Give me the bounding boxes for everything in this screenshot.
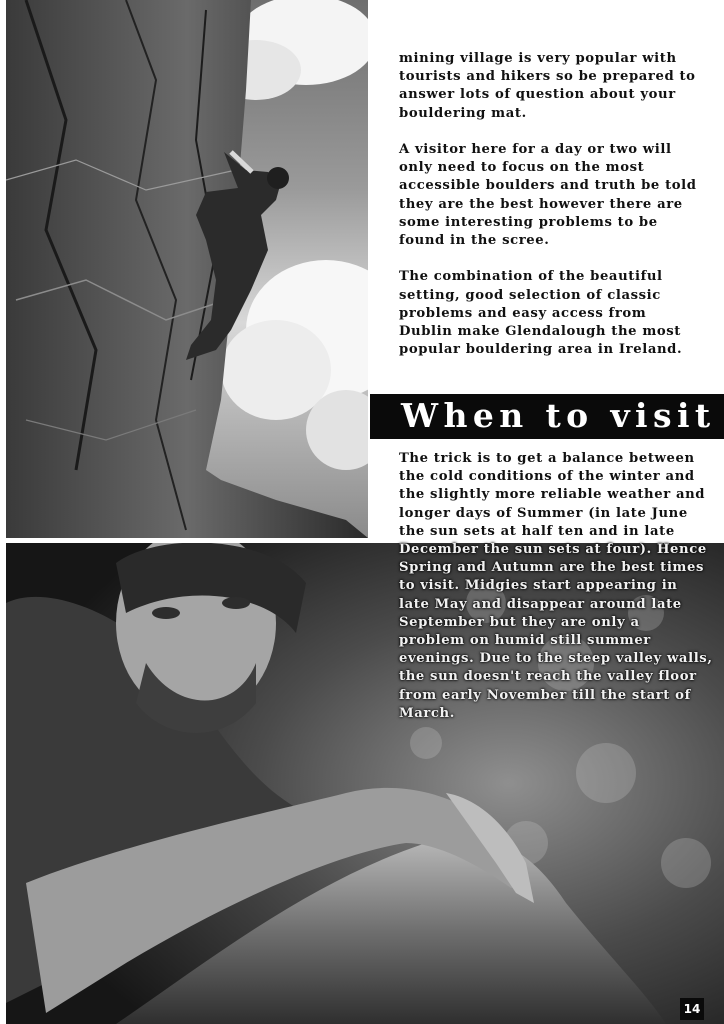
visit-line: the slightly more reliable weather and bbox=[399, 487, 706, 503]
section-heading-bar bbox=[370, 394, 724, 439]
visit-line-overlay: late May and disappear around late bbox=[399, 596, 682, 612]
visit-line-overlay: March. bbox=[399, 705, 455, 721]
visit-line-overlay: September but they are only a bbox=[399, 614, 640, 630]
visit-line-overlay: from early November till the start of bbox=[399, 687, 691, 703]
page-number: 14 bbox=[680, 998, 704, 1020]
visit-line-overlay: to visit. Midgies start appearing in bbox=[399, 578, 678, 594]
visit-line: the cold conditions of the winter and bbox=[399, 469, 695, 485]
cliff-photo-art bbox=[6, 0, 368, 538]
paragraph-combination: The combination of the beautiful setting, good selection of classic problems and easy access from Dublin make Glendalough the most popular bouldering area in Ireland. bbox=[399, 269, 683, 358]
visit-line: the sun sets at half ten and in late bbox=[399, 523, 675, 539]
visit-line-overlay: the sun doesn't reach the valley floor bbox=[399, 669, 697, 685]
intro-text bbox=[399, 50, 699, 378]
visit-line: The trick is to get a balance between bbox=[399, 451, 695, 466]
section-heading: When to visit bbox=[401, 396, 716, 435]
visit-line-overlay: evenings. Due to the steep valley walls, bbox=[399, 651, 713, 667]
visit-line-overlay: Spring and Autumn are the best times bbox=[399, 560, 705, 576]
when-to-visit-text bbox=[399, 450, 713, 723]
paragraph-visitor: A visitor here for a day or two will only need to focus on the most accessible boulders and truth be told they are the best however there are some interesting problems to be found in the scree. bbox=[399, 142, 697, 249]
photo-climber-cliff bbox=[6, 0, 368, 538]
paragraph-mining-village: mining village is very popular with tourists and hikers so be prepared to answer lots of question about your bouldering mat. bbox=[399, 51, 696, 121]
visit-line-overlay: December the sun sets at four). Hence bbox=[399, 542, 707, 558]
visit-line: longer days of Summer (in late June bbox=[399, 505, 688, 521]
visit-line-overlay: problem on humid still summer bbox=[399, 633, 651, 649]
